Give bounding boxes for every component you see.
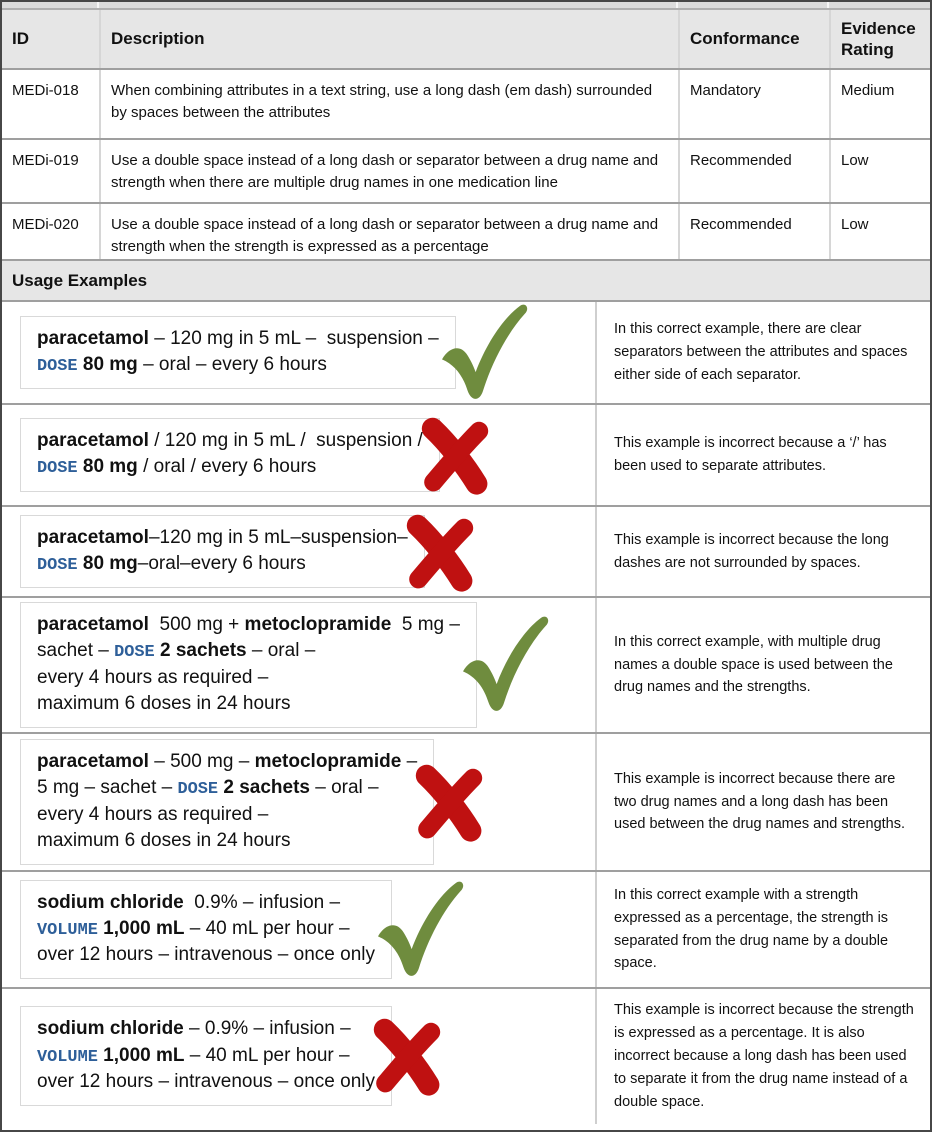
- text-segment: 5 mg –: [391, 614, 460, 635]
- text-segment: 0.9% – infusion –: [183, 891, 341, 913]
- cell-description: When combining attributes in a text string, use a long dash (em dash) surrounded by spaces between the attributes: [99, 70, 678, 138]
- text-segment: – 0.9% – infusion –: [183, 1018, 351, 1040]
- dose-keyword: DOSE: [37, 459, 78, 479]
- text-segment: – 40 mL per hour –: [184, 917, 350, 939]
- medication-line-box: [20, 316, 456, 390]
- medication-line: [37, 775, 417, 801]
- medication-line-box: [20, 418, 440, 492]
- medication-line: [37, 525, 408, 551]
- table-top-edge: [2, 2, 930, 10]
- medication-line: [37, 428, 423, 454]
- column-divider: [97, 2, 99, 8]
- emphasized-text: sodium chloride: [37, 891, 184, 913]
- medication-line: [37, 1069, 375, 1095]
- dose-keyword: DOSE: [37, 555, 78, 575]
- column-divider: [676, 2, 678, 8]
- text-segment: – 120 mg in 5 mL – suspension –: [148, 327, 439, 349]
- emphasized-text: paracetamol: [37, 751, 149, 772]
- example-left-cell: [2, 302, 595, 403]
- emphasized-text: paracetamol: [37, 430, 149, 452]
- checkmark-icon: [434, 303, 530, 403]
- usage-example-row: [2, 505, 930, 596]
- medication-line: [37, 454, 423, 480]
- cross-glyph: [412, 762, 486, 842]
- text-segment: – oral –: [309, 777, 379, 799]
- guideline-table-header: [2, 10, 930, 68]
- cross-icon: [418, 415, 492, 495]
- text-segment: –: [401, 751, 418, 772]
- text-segment: – oral – every 6 hours: [137, 353, 327, 375]
- guideline-row: [2, 68, 930, 138]
- guideline-table: [2, 10, 930, 259]
- example-left-cell: [2, 734, 595, 870]
- column-header-description: Description: [99, 10, 678, 68]
- example-left-cell: [2, 598, 595, 732]
- checkmark-glyph: [370, 880, 466, 980]
- medication-line: [37, 942, 375, 968]
- example-explanation: In this correct example with a strength expressed as a percentage, the strength is separated from the drug name by a double space.: [595, 872, 930, 987]
- column-divider: [827, 2, 829, 8]
- medication-line: [37, 352, 439, 378]
- emphasized-text: 1,000 mL: [103, 917, 185, 939]
- checkmark-glyph: [455, 615, 551, 715]
- medication-line-box: [20, 515, 425, 589]
- checkmark-glyph: [434, 303, 530, 403]
- example-left-cell: [2, 405, 595, 505]
- example-left-cell: [2, 989, 595, 1124]
- text-segment: over 12 hours – intravenous – once only: [37, 1070, 375, 1092]
- medication-line-box: [20, 602, 477, 728]
- example-explanation: This example is incorrect because the long dashes are not surrounded by spaces.: [595, 507, 930, 596]
- example-explanation: In this correct example, there are clear separators between the attributes and spaces either side of each separator.: [595, 302, 930, 403]
- cell-evidence: Low: [829, 140, 930, 202]
- checkmark-icon: [370, 880, 466, 980]
- column-header-id: ID: [12, 29, 29, 49]
- cell-description: Use a double space instead of a long dash or separator between a drug name and strength when the strength is expressed as a percentage: [99, 204, 678, 259]
- dose-keyword: DOSE: [114, 643, 155, 663]
- medication-line: [37, 1043, 375, 1069]
- emphasized-text: sodium chloride: [37, 1018, 184, 1040]
- cross-icon: [403, 512, 477, 592]
- medication-line: [37, 638, 460, 664]
- text-segment: / 120 mg in 5 mL / suspension /: [148, 430, 423, 452]
- cell-id: MEDi-019: [12, 152, 79, 169]
- text-segment: –120 mg in 5 mL–suspension–: [148, 526, 408, 548]
- cell-evidence: Low: [829, 204, 930, 259]
- medication-line: [37, 665, 460, 691]
- emphasized-text: metoclopramide: [254, 751, 402, 772]
- emphasized-text: 80 mg: [82, 353, 138, 375]
- example-explanation: This example is incorrect because a ‘/’ has been used to separate attributes.: [595, 405, 930, 505]
- text-segment: every 4 hours as required –: [37, 666, 269, 688]
- column-header-evidence: Evidence Rating: [829, 10, 930, 68]
- text-segment: every 4 hours as required –: [37, 803, 269, 825]
- medication-line: [37, 326, 439, 352]
- dose-keyword: DOSE: [177, 780, 219, 800]
- text-segment: maximum 6 doses in 24 hours: [37, 829, 291, 851]
- medication-line-box: [20, 880, 392, 980]
- medication-line: [37, 802, 417, 828]
- usage-examples-header: Usage Examples: [2, 259, 930, 300]
- example-left-cell: [2, 507, 595, 596]
- example-explanation: In this correct example, with multiple drug names a double space is used between the drug names and the strengths.: [595, 598, 930, 732]
- text-segment: sachet –: [37, 640, 115, 662]
- cell-id: MEDi-020: [12, 216, 79, 233]
- cell-id: MEDi-018: [12, 82, 79, 99]
- emphasized-text: metoclopramide: [244, 614, 392, 635]
- cross-glyph: [370, 1016, 444, 1096]
- emphasized-text: 1,000 mL: [103, 1044, 185, 1066]
- example-explanation: This example is incorrect because there are two drug names and a long dash has been used between the drug names and strengths.: [595, 734, 930, 870]
- dose-keyword: VOLUME: [37, 1047, 98, 1067]
- text-segment: – oral –: [246, 640, 316, 662]
- text-segment: 5 mg – sachet –: [37, 777, 178, 799]
- medication-line: [37, 890, 375, 916]
- usage-example-row: [2, 732, 930, 870]
- dose-keyword: DOSE: [37, 356, 78, 376]
- text-segment: – 500 mg –: [148, 751, 255, 772]
- emphasized-text: paracetamol: [37, 526, 149, 548]
- text-segment: 500 mg +: [148, 614, 245, 635]
- emphasized-text: 80 mg: [82, 552, 138, 574]
- usage-examples-list: [2, 300, 930, 1121]
- usage-example-row: [2, 596, 930, 732]
- cell-conformance: Recommended: [678, 140, 829, 202]
- cell-conformance: Recommended: [678, 204, 829, 259]
- emphasized-text: 2 sachets: [159, 640, 247, 662]
- usage-example-row: [2, 987, 930, 1121]
- text-segment: over 12 hours – intravenous – once only: [37, 944, 375, 966]
- cell-evidence: Medium: [829, 70, 930, 138]
- medication-line: [37, 1016, 375, 1042]
- medication-line: [37, 612, 460, 638]
- emphasized-text: paracetamol: [37, 614, 149, 635]
- medication-line: [37, 551, 408, 577]
- cross-icon: [370, 1016, 444, 1096]
- text-segment: –oral–every 6 hours: [137, 552, 306, 574]
- medication-line-box: [20, 739, 434, 865]
- medication-line: [37, 828, 417, 854]
- emphasized-text: 2 sachets: [223, 777, 310, 799]
- cross-icon: [412, 762, 486, 842]
- example-explanation: This example is incorrect because the strength is expressed as a percentage. It is also incorrect because a long dash has been used to separate it from the drug name instead of a double space.: [595, 989, 930, 1124]
- emphasized-text: paracetamol: [37, 327, 149, 349]
- example-left-cell: [2, 872, 595, 987]
- emphasized-text: 80 mg: [82, 456, 138, 478]
- text-segment: maximum 6 doses in 24 hours: [37, 692, 291, 714]
- guideline-row: [2, 138, 930, 202]
- guideline-row: [2, 202, 930, 259]
- cross-glyph: [403, 512, 477, 592]
- cross-glyph: [418, 415, 492, 495]
- text-segment: – 40 mL per hour –: [184, 1044, 350, 1066]
- usage-example-row: [2, 300, 930, 403]
- medication-line: [37, 749, 417, 775]
- medication-line: [37, 691, 460, 717]
- usage-example-row: [2, 870, 930, 987]
- medication-line: [37, 916, 375, 942]
- cell-conformance: Mandatory: [678, 70, 829, 138]
- text-segment: / oral / every 6 hours: [137, 456, 317, 478]
- column-header-conformance: Conformance: [678, 10, 829, 68]
- checkmark-icon: [455, 615, 551, 715]
- medication-line-box: [20, 1006, 392, 1106]
- cell-description: Use a double space instead of a long dash or separator between a drug name and strength when there are multiple drug names in one medication line: [99, 140, 678, 202]
- usage-example-row: [2, 403, 930, 505]
- dose-keyword: VOLUME: [37, 920, 98, 940]
